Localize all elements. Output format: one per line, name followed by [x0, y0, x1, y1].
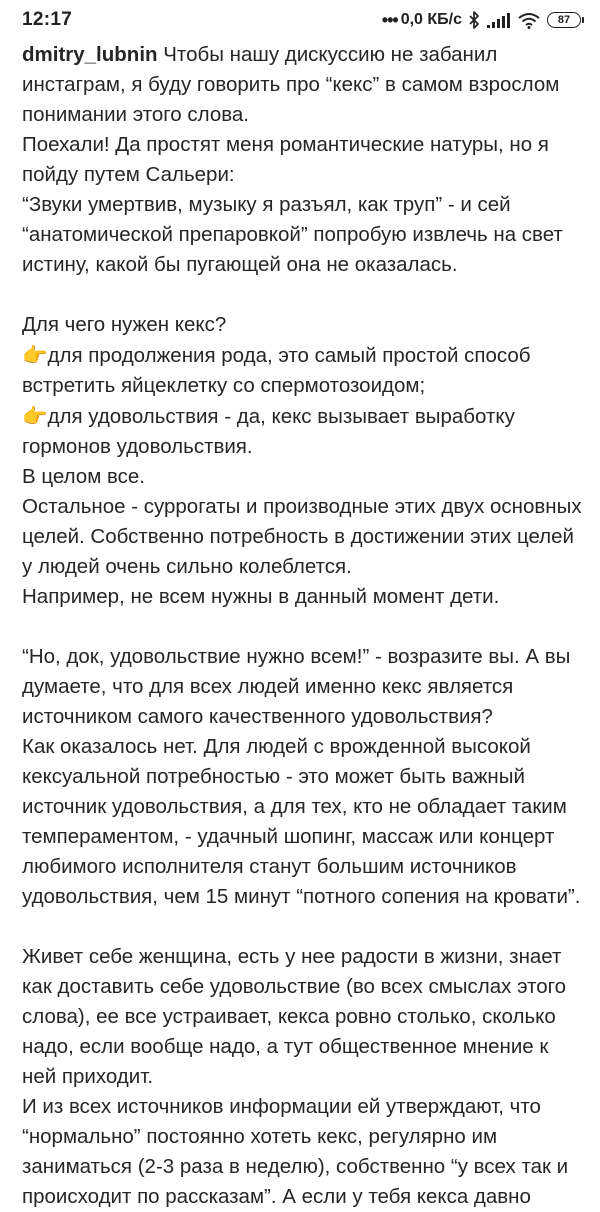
- pointing-hand-icon: 👉: [22, 404, 48, 428]
- caption-bullet: [22, 401, 582, 462]
- pointing-hand-icon: 👉: [22, 343, 48, 367]
- caption-text: для удовольствия - да, кекс вызывает выработку гормонов удовольствия.: [22, 405, 515, 458]
- caption-text: И из всех источников информации ей утверждают, что “нормально” постоянно хотеть кекс, регулярно им заниматься (2-3 раза в неделю), собственно “у всех так и происходит по рассказам”. А если у тебя кекса давно: [22, 1095, 569, 1208]
- post-caption: [22, 40, 582, 1212]
- battery-level: 87: [547, 12, 581, 28]
- more-notifications-icon: •••: [381, 9, 398, 30]
- caption-paragraph: [22, 40, 582, 130]
- caption-text: Остальное - суррогаты и производные этих двух основных целей. Собственно потребность в достижении этих целей у людей очень сильно колеблется.: [22, 495, 582, 578]
- caption-text: Например, не всем нужны в данный момент дети.: [22, 585, 500, 608]
- network-speed: 0,0 КБ/с: [400, 11, 462, 28]
- caption-text: Для чего нужен кекс?: [22, 313, 227, 336]
- caption-text: “Звуки умертвив, музыку я разъял, как труп” - и сей “анатомической препаровкой” попробую извлечь на свет истину, какой бы пугающей она не оказалась.: [22, 193, 563, 276]
- battery-icon: [547, 12, 584, 28]
- status-time: 12:17: [22, 9, 73, 30]
- caption-text: Поехали! Да простят меня романтические натуры, но я пойду путем Сальери:: [22, 133, 549, 186]
- caption-text: В целом все.: [22, 465, 145, 488]
- caption-text: “Но, док, удовольствие нужно всем!” - возразите вы. А вы думаете, что для всех людей именно кекс является источником самого качественного удовольствия?: [22, 645, 571, 728]
- status-bar: [0, 0, 600, 40]
- wifi-icon: [518, 12, 540, 29]
- status-icons: [382, 10, 584, 31]
- caption-text: для продолжения рода, это самый простой способ встретить яйцеклетку со спермотозоидом;: [22, 344, 531, 397]
- username-link[interactable]: dmitry_lubnin: [22, 43, 158, 66]
- caption-bullet: [22, 340, 582, 401]
- caption-text: Чтобы нашу дискуссию не забанил инстаграм, я буду говорить про “кекс” в самом взрослом понимании этого слова.: [22, 43, 560, 126]
- caption-text: Живет себе женщина, есть у нее радости в жизни, знает как доставить себе удовольствие (во всех смыслах этого слова), ее все устраивает, кекса ровно столько, сколько надо, если вообще надо, а тут общественное мнение к ней приходит.: [22, 945, 567, 1088]
- signal-strength-icon: [487, 12, 511, 28]
- caption-text: Как оказалось нет. Для людей с врожденной высокой кексуальной потребностью - это может быть важный источник удовольствия, а для тех, кто не обладает таким темпераментом, - удачный шопинг, массаж или концерт любимого исполнителя станут большим источников удовольствия, чем 15 минут “потного сопения на кровати”.: [22, 735, 581, 908]
- bluetooth-icon: [469, 11, 480, 29]
